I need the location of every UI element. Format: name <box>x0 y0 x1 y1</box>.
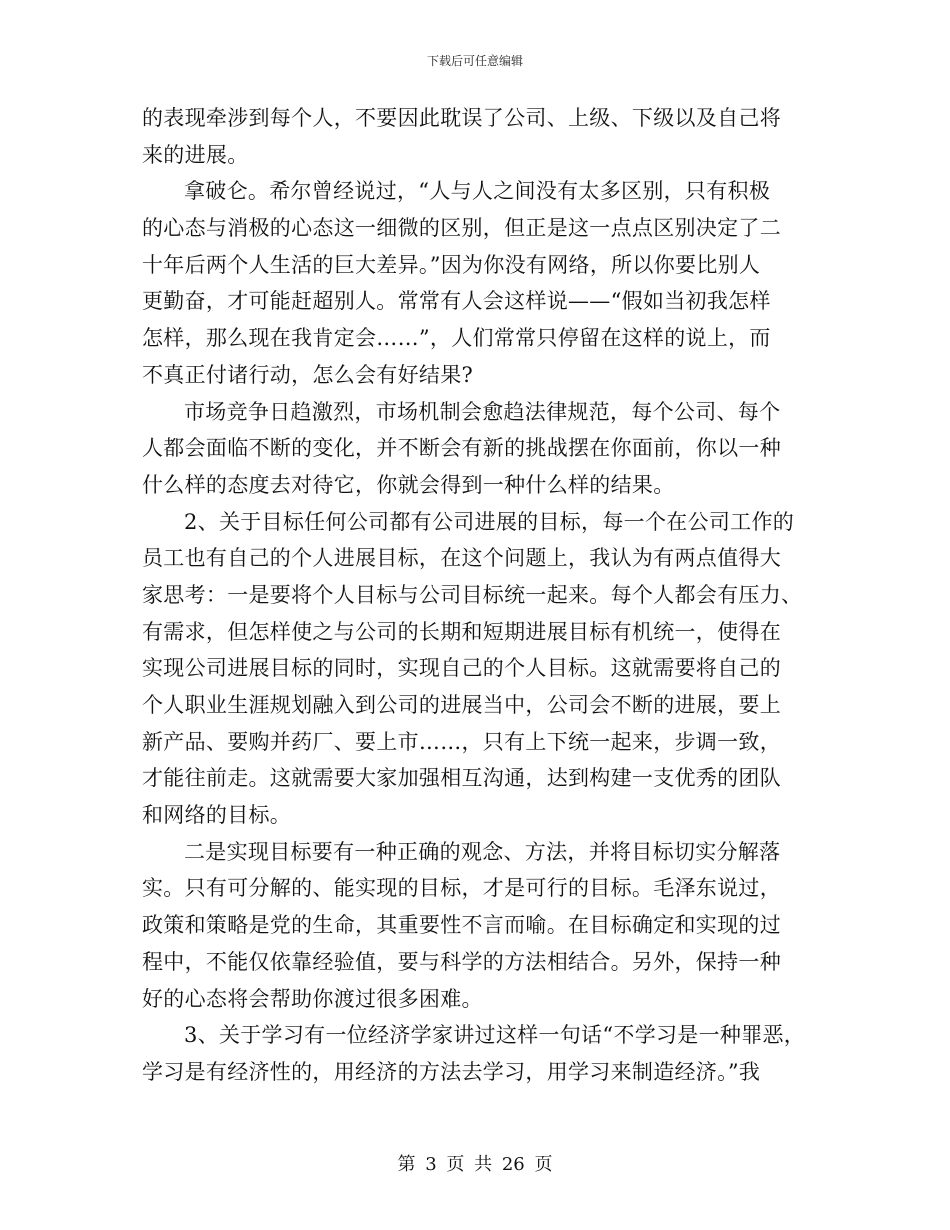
paragraph-start-line: 3、关于学习有一位经济学家讲过这样一句话“不学习是一种罪恶， <box>184 1023 806 1048</box>
body-line: 家思考：一是要将个人目标与公司目标统一起来。每个人都会有压力、 <box>142 582 803 607</box>
body-line: 才能往前走。这就需要大家加强相互沟通，达到构建一支优秀的团队 <box>142 766 781 791</box>
body-line: 十年后两个人生活的巨大差异。”因为你没有网络，所以你要比别人 <box>142 252 761 277</box>
body-line: 个人职业生涯规划融入到公司的进展当中，公司会不断的进展，要上 <box>142 693 781 717</box>
body-line: 不真正付诸行动，怎么会有好结果? <box>142 362 474 387</box>
page-header: 下载后可任意编辑 <box>426 54 523 68</box>
paragraph-start-line: 二是实现目标要有一种正确的观念、方法，并将目标切实分解落 <box>184 839 781 864</box>
body-line: 实。只有可分解的、能实现的目标，才是可行的目标。毛泽东说过， <box>142 876 781 901</box>
body-line: 来的进展。 <box>142 142 249 167</box>
body-line: 的表现牵涉到每个人，不要因此耽误了公司、上级、下级以及自己将 <box>142 106 781 130</box>
body-line: 员工也有自己的个人进展目标，在这个问题上，我认为有两点值得大 <box>142 546 781 571</box>
body-line: 更勤奋，才可能赶超别人。常常有人会这样说——“假如当初我怎样 <box>142 289 771 314</box>
body-line: 的心态与消极的心态这一细微的区别，但正是这一点点区别决定了二 <box>142 216 781 241</box>
body-line: 学习是有经济性的，用经济的方法去学习，用学习来制造经济。”我 <box>142 1059 761 1084</box>
body-line: 和网络的目标。 <box>142 803 292 828</box>
body-line: 好的心态将会帮助你渡过很多困难。 <box>142 986 483 1011</box>
body-line: 什么样的态度去对待它，你就会得到一种什么样的结果。 <box>142 472 675 497</box>
body-line: 有需求，但怎样使之与公司的长期和短期进展目标有机统一，使得在 <box>142 619 781 644</box>
document-body <box>142 100 810 1091</box>
paragraph-start-line: 市场竞争日趋激烈，市场机制会愈趋法律规范，每个公司、每个 <box>184 399 781 424</box>
body-line: 新产品、要购并药厂、要上市……，只有上下统一起来，步调一致， <box>142 729 781 754</box>
paragraph-start-line: 2、关于目标任何公司都有公司进展的目标，每一个在公司工作的 <box>184 509 795 534</box>
body-line: 政策和策略是党的生命，其重要性不言而喻。在目标确定和实现的过 <box>142 913 781 938</box>
body-line: 人都会面临不断的变化，并不断会有新的挑战摆在你面前，你以一种 <box>142 436 781 461</box>
paragraph-start-line: 拿破仑。希尔曾经说过，“人与人之间没有太多区别，只有积极 <box>184 179 771 204</box>
page-number-footer: 第 3 页 共 26 页 <box>397 1154 553 1175</box>
body-line: 实现公司进展目标的同时，实现自己的个人目标。这就需要将自己的 <box>142 656 781 681</box>
body-line: 程中，不能仅依靠经验值，要与科学的方法相结合。另外，保持一种 <box>142 949 781 974</box>
body-line: 怎样，那么现在我肯定会……”，人们常常只停留在这样的说上，而 <box>142 326 771 351</box>
